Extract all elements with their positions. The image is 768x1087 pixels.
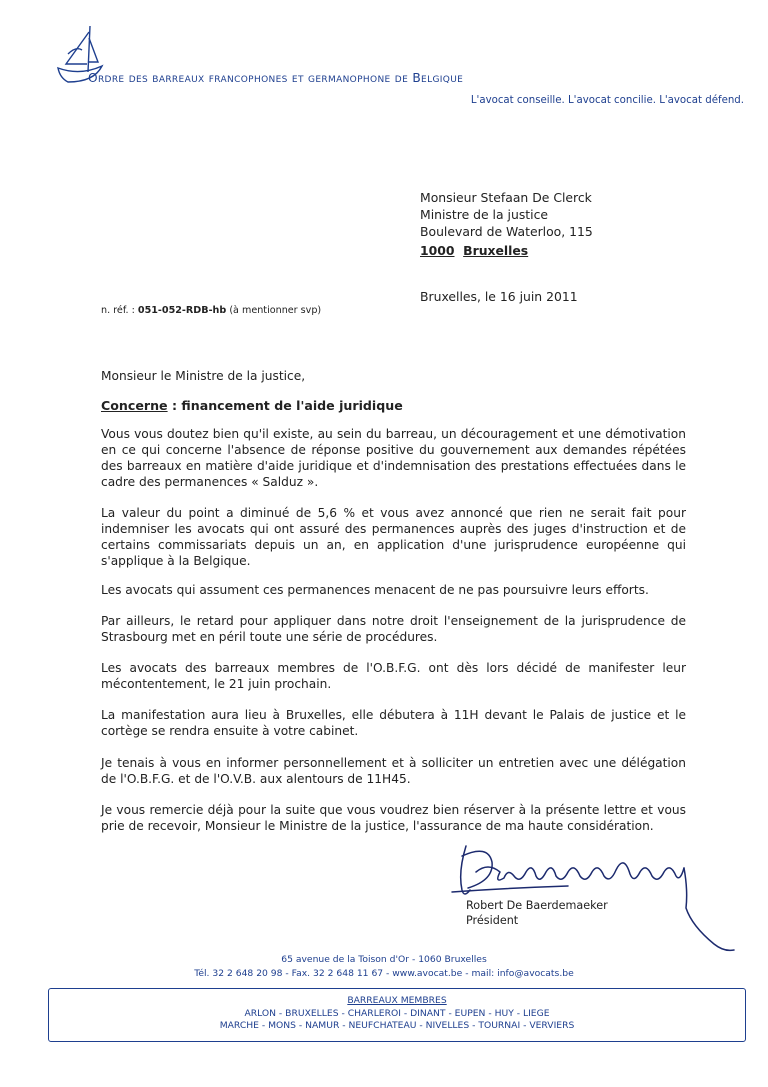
subject-label: Concerne (101, 398, 168, 413)
recipient-street: Boulevard de Waterloo, 115 (420, 224, 593, 239)
paragraph: La manifestation aura lieu à Bruxelles, elle débutera à 11H devant le Palais de justice et le cortège se rendra ensuite à votre cabinet. (101, 708, 686, 738)
letter-date: Bruxelles, le 16 juin 2011 (420, 289, 578, 304)
footer-contact: Tél. 32 2 648 20 98 - Fax. 32 2 648 11 67 - www.avocat.be - mail: info@avocats.be (194, 968, 574, 979)
recipient-postal-code: 1000 (420, 243, 455, 258)
reference-prefix: n. réf. : (101, 305, 135, 316)
tagline: L'avocat conseille. L'avocat concilie. L'avocat défend. (470, 95, 744, 106)
reference-note: (à mentionner svp) (229, 305, 322, 316)
subject-text: : financement de l'aide juridique (167, 398, 403, 413)
paragraph: Par ailleurs, le retard pour appliquer dans notre droit l'enseignement de la jurisprudence de Strasbourg met en péril toute une série de procédures. (101, 614, 686, 644)
salutation: Monsieur le Ministre de la justice, (101, 369, 306, 383)
paragraph: Les avocats des barreaux membres de l'O.B.F.G. ont dès lors décidé de manifester leur mécontentement, le 21 juin prochain. (101, 661, 686, 691)
footer-street: 65 avenue de la Toison d'Or - 1060 Bruxelles (281, 954, 487, 965)
paragraph: Les avocats qui assument ces permanences menacent de ne pas poursuivre leurs efforts. (101, 583, 649, 597)
footer-address (0, 953, 768, 981)
paragraph: Je tenais à vous en informer personnellement et à solliciter un entretien avec une délégation de l'O.B.F.G. et de l'O.V.B. aux alentours de 11H45. (101, 756, 686, 786)
member-bars-line: MARCHE - MONS - NAMUR - NEUFCHATEAU - NIVELLES - TOURNAI - VERVIERS (219, 1020, 575, 1031)
subject-line (101, 398, 686, 414)
member-bars-title: BARREAUX MEMBRES (347, 995, 447, 1006)
recipient-name: Monsieur Stefaan De Clerck (420, 190, 592, 205)
handwritten-signature (448, 832, 738, 962)
paragraph: Je vous remercie déjà pour la suite que vous voudrez bien réserver à la présente lettre et vous prie de recevoir, Monsieur le Ministre de la justice, l'assurance de ma haute considération. (101, 803, 686, 833)
signatory-block (466, 898, 608, 928)
organization-name: Ordre des barreaux francophones et germanophone de Belgique (88, 71, 464, 85)
paragraph: Vous vous doutez bien qu'il existe, au sein du barreau, un découragement et une démotivation en ce qui concerne l'absence de réponse positive du gouvernement aux demandes répétées des barreaux en matière d'aide juridique et d'indemnisation des prestations effectuées dans le cadre des permanences « Salduz ». (101, 427, 686, 489)
recipient-city: Bruxelles (463, 243, 529, 258)
reference-code: 051-052-RDB-hb (137, 305, 227, 316)
member-bars-box (48, 988, 746, 1042)
paragraph: La valeur du point a diminué de 5,6 % et vous avez annoncé que rien ne serait fait pour indemniser les avocats qui ont assuré des permanences auprès des juges d'instruction et de certains commissariats depuis un an, en application d'une jurisprudence européenne qui s'applique à la Belgique. (101, 506, 686, 568)
signatory-role: Président (466, 914, 519, 927)
member-bars-line: ARLON - BRUXELLES - CHARLEROI - DINANT - EUPEN - HUY - LIEGE (244, 1007, 550, 1019)
recipient-address (420, 189, 593, 240)
recipient-title: Ministre de la justice (420, 207, 549, 222)
reference-line (101, 305, 321, 316)
recipient-city-line (420, 243, 528, 258)
signatory-name: Robert De Baerdemaeker (466, 899, 608, 912)
